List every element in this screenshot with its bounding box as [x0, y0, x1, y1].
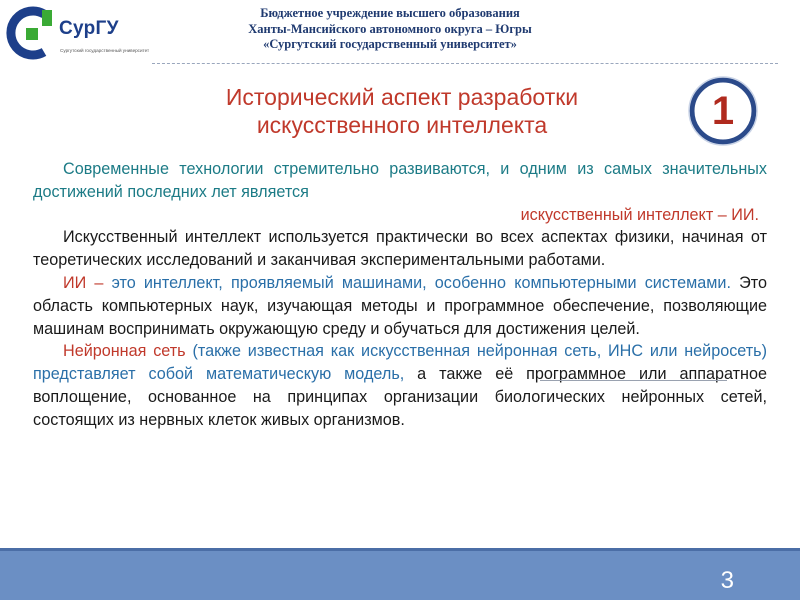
nn-term: Нейронная сеть — [63, 342, 186, 361]
institution-header — [210, 6, 570, 53]
header-line-3: «Сургутский государственный университет» — [263, 37, 517, 51]
ai-description: Это область компьютерных наук, изучающая методы и программное обеспечение, позволяющие машинам воспринимать окружающую среду и обучаться для достижения целей. — [33, 273, 767, 338]
slide-title — [180, 83, 624, 139]
logo-name: СурГУ — [59, 18, 119, 39]
paragraph-ai-physics: Искусственный интеллект используется практически во всех аспектах физики, начиная от теоретических исследований и заканчивая экспериментальными работами. — [33, 228, 767, 270]
badge-number: 1 — [711, 89, 735, 133]
slide-body — [33, 158, 767, 432]
page-number: 3 — [720, 567, 734, 594]
ai-term: ИИ – — [63, 273, 104, 292]
paragraph-neural-network — [33, 340, 767, 431]
header-divider — [152, 63, 778, 64]
title-line-1: Исторический аспект разработки — [225, 84, 579, 110]
paragraph-intro: Современные технологии стремительно развиваются, и одним из самых значительных достижений последних лет является — [33, 160, 767, 201]
nn-definition: (также известная как искусственная нейронная сеть, ИНС или нейросеть) представляет собой математическую модель, — [33, 342, 767, 384]
footer-bar — [0, 551, 800, 600]
logo-subtitle: Сургутский государственный университет — [60, 48, 150, 53]
definition-underline — [540, 380, 727, 381]
section-number-badge — [688, 76, 758, 146]
ai-definition: это интеллект, проявляемый машинами, особенно компьютерными системами. — [103, 273, 731, 292]
ai-highlight: искусственный интеллект – ИИ. — [520, 205, 759, 224]
logo-emblem-icon — [4, 4, 56, 64]
header-line-2: Ханты-Мансийского автономного округа – Югры — [248, 21, 532, 36]
university-logo — [4, 4, 154, 66]
title-line-2: искусственного интеллекта — [256, 112, 548, 138]
paragraph-ai-definition — [33, 272, 767, 340]
nn-description: а также её программное или аппаратное воплощение, основанное на принципах организации биологических нейронных сетей, состоящих из нервных клеток живых организмов. — [33, 365, 767, 429]
header-line-1: Бюджетное учреждение высшего образования — [260, 6, 520, 20]
